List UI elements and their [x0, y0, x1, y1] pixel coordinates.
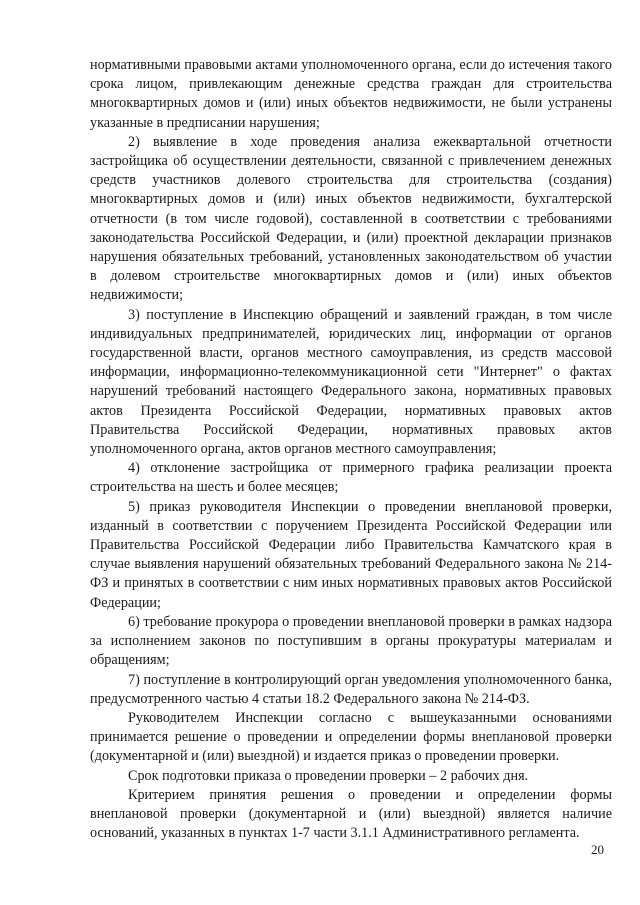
- document-body: [90, 56, 612, 843]
- paragraph-deadline: Срок подготовки приказа о проведении проверки – 2 рабочих дня.: [128, 767, 529, 784]
- paragraph-criterion: Критерием принятия решения о проведении и определении формы внеплановой проверки (документарной и (или) выездной) является наличие оснований, указанных в пунктах 1-7 части 3.1.1 Административного регламента.: [90, 786, 612, 842]
- paragraph-item-4: 4) отклонение застройщика от примерного графика реализации проекта строительства на шесть и более месяцев;: [90, 460, 612, 496]
- paragraph-decision: Руководителем Инспекции согласно с вышеуказанными основаниями принимается решение о проведении и определении формы внеплановой проверки (документарной и (или) выездной) и издается приказ о проведении проверки.: [90, 709, 612, 765]
- paragraph-item-7: 7) поступление в контролирующий орган уведомления уполномоченного банка, предусмотренного частью 4 статьи 18.2 Федерального закона № 214-ФЗ.: [90, 671, 612, 707]
- paragraph-item-2: 2) выявление в ходе проведения анализа ежеквартальной отчетности застройщика об осуществлении деятельности, связанной с привлечением денежных средств участников долевого строительства для строительства (создания) многоквартирных домов и (или) иных объектов недвижимости, бухгалтерской отчетности (в том числе годовой), составленной в соответствии с требованиями законодательства Российской Федерации, и (или) проектной декларации признаков нарушения обязательных требований, установленных законодательством об участии в долевом строительстве многоквартирных домов и (или) иных объектов недвижимости;: [90, 133, 612, 304]
- paragraph-item-5: 5) приказ руководителя Инспекции о проведении внеплановой проверки, изданный в соответствии с поручением Президента Российской Федерации или Правительства Российской Федерации либо Правительства Камчатского края в случае выявления нарушений обязательных требований Федерального закона № 214-ФЗ и принятых в соответствии с ним иных нормативных правовых актов Российской Федерации;: [90, 498, 612, 611]
- paragraph-item-3: 3) поступление в Инспекцию обращений и заявлений граждан, в том числе индивидуальных предпринимателей, юридических лиц, информации от органов государственной власти, органов местного самоуправления, из средств массовой информации, информационно-телекоммуникационной сети "Интернет" о фактах нарушений требований настоящего Федерального закона, нормативных правовых актов Президента Российской Федерации, нормативных правовых актов Правительства Российской Федерации, нормативных правовых актов уполномоченного органа, актов органов местного самоуправления;: [90, 306, 612, 458]
- paragraph-continuation: нормативными правовыми актами уполномоченного органа, если до истечения такого срока лицом, привлекающим денежные средства граждан для строительства многоквартирных домов и (или) иных объектов недвижимости, не были устранены указанные в предписании нарушения;: [90, 57, 612, 131]
- page-number: 20: [591, 842, 604, 857]
- paragraph-item-6: 6) требование прокурора о проведении внеплановой проверки в рамках надзора за исполнением законов по поступившим в органы прокуратуры материалам и обращениям;: [90, 613, 612, 669]
